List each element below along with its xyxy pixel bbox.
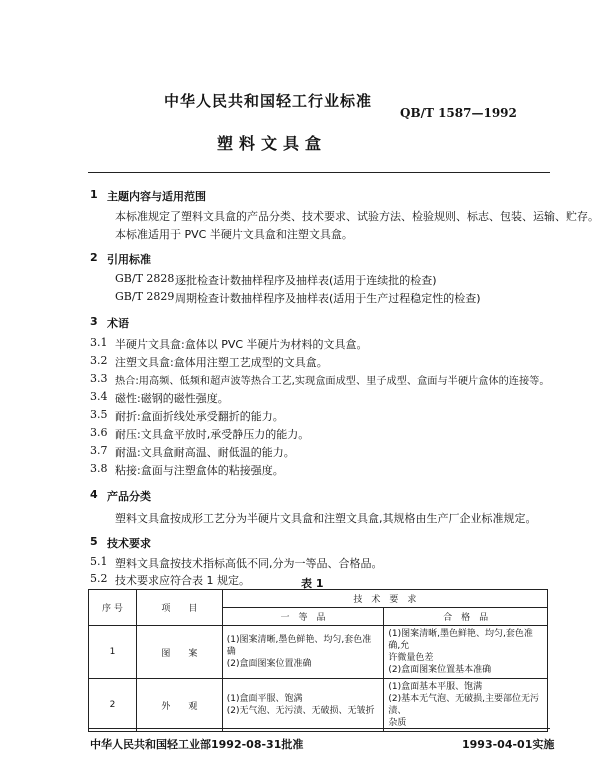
header-qualified: 合 格 品 (384, 608, 548, 626)
row-item: 图 案 (136, 626, 222, 679)
row-qualified (384, 679, 548, 732)
header-seq: 序 号 (89, 590, 137, 626)
reference-text-1: 逐批检查计数抽样程序及抽样表(适用于连续批的检查) (175, 274, 437, 287)
section-4-number: 4 (90, 488, 98, 501)
cell-line: (2)基本无气泡、无破损,主要部位无污渍、 (388, 694, 539, 716)
header-first-grade: 一 等 品 (222, 608, 384, 626)
document-title: 塑料文具盒 (217, 134, 328, 153)
section-2-number: 2 (90, 251, 98, 264)
implementation-date: 1993-04-01实施 (462, 738, 555, 751)
row-item: 外 观 (136, 679, 222, 732)
term-number: 3.1 (90, 336, 108, 349)
issuing-authority: 中华人民共和国轻工行业标准 (164, 92, 373, 110)
term-number: 3.3 (90, 372, 108, 385)
approval-line: 中华人民共和国轻工业部1992-08-31批准 (90, 738, 304, 751)
term-text: 耐折:盒面折线处承受翻折的能力。 (115, 410, 284, 423)
row-first-grade (222, 626, 384, 679)
term-text: 热合:用高频、低频和超声波等热合工艺,实现盒面成型、里子成型、盒面与半硬片盒体的连接等。 (115, 376, 550, 387)
section-5-number: 5 (90, 535, 98, 548)
section-5-title: 技术要求 (107, 537, 151, 550)
cell-line: (1)盒面基本平服、饱满 (388, 682, 483, 692)
cell-line: 确 (226, 647, 236, 657)
footer-divider (88, 728, 550, 729)
term-text: 粘接:盒面与注塑盒体的粘接强度。 (115, 464, 284, 477)
term-text: 磁性:磁钢的磁性强度。 (115, 392, 229, 405)
cell-line: 许微量色差 (388, 653, 434, 663)
reference-code-2: GB/T 2829 (115, 290, 175, 303)
term-number: 3.2 (90, 354, 108, 367)
header-divider (88, 172, 550, 173)
section-4-text: 塑料文具盒按成形工艺分为半硬片文具盒和注塑文具盒,其规格由生产厂企业标准规定。 (115, 512, 537, 525)
table-row (89, 679, 548, 732)
table-caption: 表 1 (301, 577, 324, 590)
section-3-title: 术语 (107, 317, 129, 330)
section-1-line-2: 本标准适用于 PVC 半硬片文具盒和注塑文具盒。 (115, 228, 353, 241)
term-text: 耐压:文具盒平放时,承受静压力的能力。 (115, 428, 310, 441)
requirements-table (88, 589, 548, 732)
term-text: 耐温:文具盒耐高温、耐低温的能力。 (115, 446, 295, 459)
term-number: 3.4 (90, 390, 108, 403)
reference-text-2: 周期检查计数抽样程序及抽样表(适用于生产过程稳定性的检查) (175, 292, 481, 305)
clause-number: 5.2 (90, 572, 108, 585)
cell-line: (1)图案清晰,墨色鲜艳、均匀,套色准确,允 (388, 629, 533, 651)
table-header-row (89, 590, 548, 608)
row-qualified (384, 626, 548, 679)
standard-code: QB/T 1587—1992 (400, 106, 517, 120)
section-3-number: 3 (90, 315, 98, 328)
term-number: 3.7 (90, 444, 108, 457)
reference-code-1: GB/T 2828 (115, 272, 175, 285)
row-first-grade (222, 679, 384, 732)
header-item: 项 目 (136, 590, 222, 626)
row-seq: 2 (89, 679, 137, 732)
cell-line: (2)盒面图案位置准确 (226, 659, 312, 669)
clause-text: 塑料文具盒按技术指标高低不同,分为一等品、合格品。 (115, 557, 383, 570)
cell-line: (1)图案清晰,墨色鲜艳、均匀,套色准 (226, 635, 372, 645)
cell-line: (1)盒面平服、饱满 (226, 694, 303, 704)
section-1-title: 主题内容与适用范围 (107, 190, 206, 203)
section-4-title: 产品分类 (107, 490, 151, 503)
table-row (89, 626, 548, 679)
section-2-title: 引用标准 (107, 253, 151, 266)
term-number: 3.5 (90, 408, 108, 421)
term-number: 3.8 (90, 462, 108, 475)
header-requirements: 技 术 要 求 (222, 590, 547, 608)
cell-line: (2)无气泡、无污渍、无破损、无皱折 (226, 706, 375, 716)
section-1-number: 1 (90, 188, 98, 201)
cell-line: 杂质 (388, 718, 407, 728)
cell-line: (2)盒面图案位置基本准确 (388, 665, 492, 675)
row-seq: 1 (89, 626, 137, 679)
term-text: 半硬片文具盒:盒体以 PVC 半硬片为材料的文具盒。 (115, 338, 368, 351)
section-1-line-1: 本标准规定了塑料文具盒的产品分类、技术要求、试验方法、检验规则、标志、包装、运输、贮存。 (115, 210, 599, 223)
clause-number: 5.1 (90, 555, 108, 568)
term-number: 3.6 (90, 426, 108, 439)
term-text: 注塑文具盒:盒体用注塑工艺成型的文具盒。 (115, 356, 328, 369)
clause-text: 技术要求应符合表 1 规定。 (115, 574, 250, 587)
